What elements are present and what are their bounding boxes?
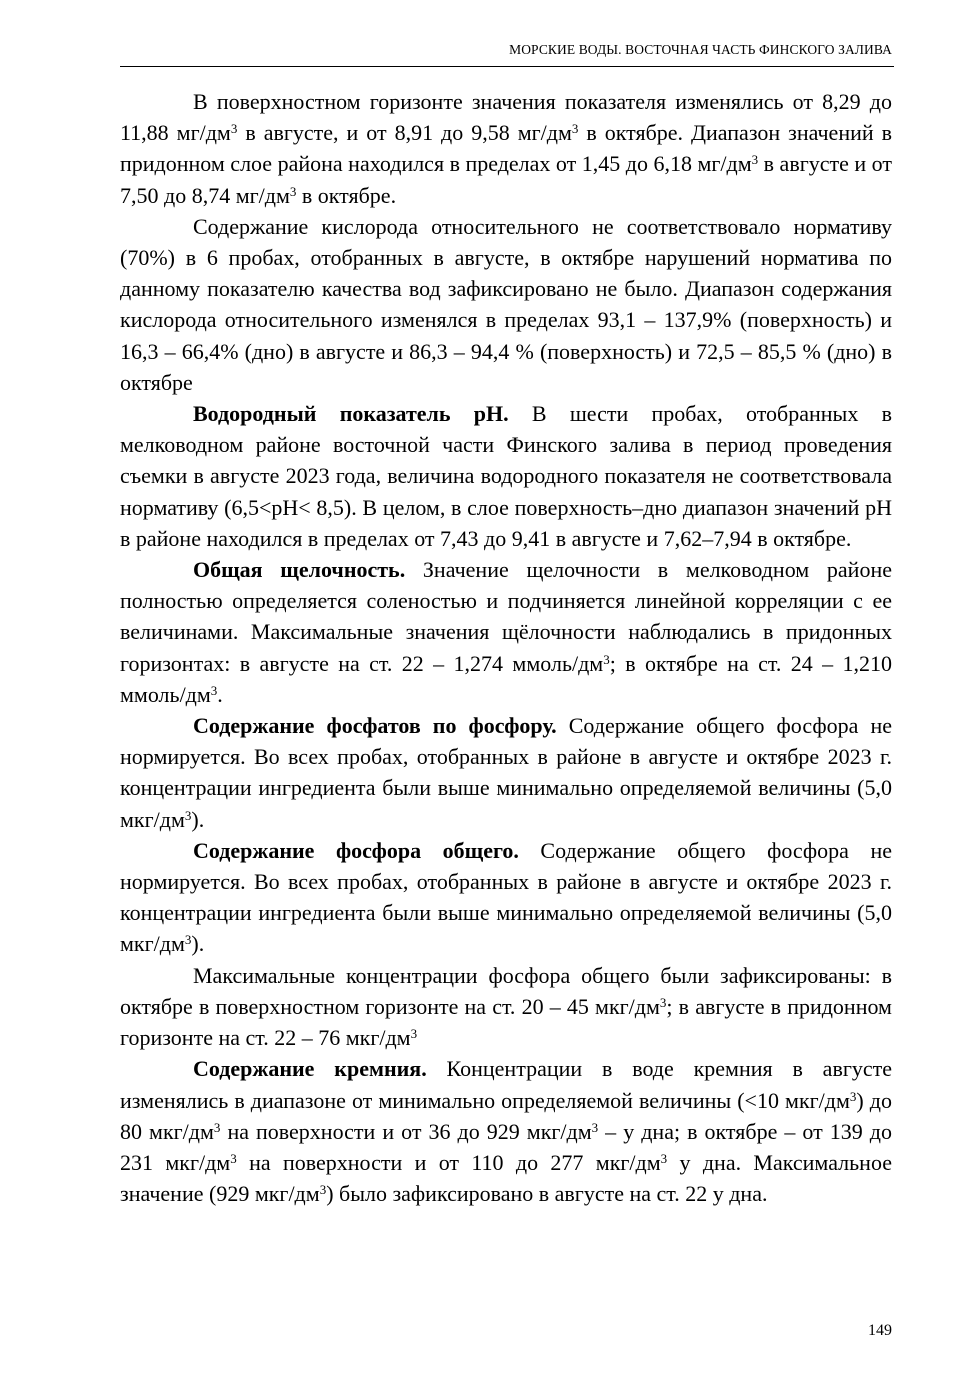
paragraph-total-phosphorus: Содержание фосфора общего. Содержание общего фосфора не нормируется. Во всех пробах, отобранных в районе в августе и октябре 2023 г. концентрации ингредиента были выше минимально определяемой величины (5,0 мкг/$дм^3$). xyxy=(120,837,892,957)
paragraph-silicon: Содержание кремния. Концентрации в воде кремния в августе изменялись в диапазоне от минимально определяемой величины (<10 мкг/$дм^3$) до 80 мкг/$дм^3$ на поверхности и от 36 до 929 мкг/$дм^3$ – у дна; в октябре – от 139 до 231 мкг/$дм^3$ на поверхности и от 110 до 277 мкг/$дм^3$ у дна. Максимальное значение (929 мкг/$дм^3$) было зафиксировано в августе на ст. 22 у дна. xyxy=(120,1056,892,1207)
paragraph-oxygen-range: В поверхностном горизонте значения показателя изменялись от 8,29 до 11,88 $мг/дм^3$ в августе, и от 8,91 до 9,58 $мг/дм^3$ в октябре. Диапазон значений в придонном слое района находился в пределах от 1,45 до 6,18 $мг/дм^3$ в августе и от 7,50 до 8,74 $мг/дм^3$ в октябре. xyxy=(120,89,893,208)
body-text xyxy=(120,86,892,1209)
section-heading-phosphates: Содержание фосфатов по фосфору. xyxy=(193,713,557,739)
header-rule xyxy=(120,66,894,67)
page-number: 149 xyxy=(868,1322,892,1339)
paragraph-max-phosphorus: Максимальные концентрации фосфора общего были зафиксированы: в октябре в поверхностном горизонте на ст. 20 – 45 мкг/$дм^3$; в августе в придонном горизонте на ст. 22 – 76 мкг/$дм^3$ xyxy=(120,962,892,1051)
paragraph-phosphates: Содержание фосфатов по фосфору. Содержание общего фосфора не нормируется. Во всех пробах, отобранных в районе в августе и октябре 2023 г. концентрации ингредиента были выше минимально определяемой величины (5,0 мкг/$дм^3$). xyxy=(120,713,892,832)
running-header: МОРСКИЕ ВОДЫ. ВОСТОЧНАЯ ЧАСТЬ ФИНСКОГО ЗАЛИВА xyxy=(509,42,892,57)
section-heading-total-phosphorus: Содержание фосфора общего. xyxy=(193,837,519,863)
section-heading-alkalinity: Общая щелочность. xyxy=(193,557,406,583)
paragraph-ph: Водородный показатель pH. В шести пробах, отобранных в мелководном районе восточной части Финского залива в период проведения съемки в августе 2023 года, величина водородного показателя не соответствовала нормативу (6,5<pH< 8,5). В целом, в слое поверхность–дно диапазон значений pH в районе находился в пределах от 7,43 до 9,41 в августе и 7,62–7,94 в октябре. xyxy=(120,401,892,551)
paragraph-relative-oxygen: Содержание кислорода относительного не соответствовало нормативу (70%) в 6 пробах, отобранных в августе, в октябре нарушений норматива по данному показателю качества вод зафиксировано не было. Диапазон содержания кислорода относительного изменялся в пределах 93,1 – 137,9% (поверхность) и 16,3 – 66,4% (дно) в августе и 86,3 – 94,4 % (поверхность) и 72,5 – 85,5 % (дно) в октябре xyxy=(120,213,892,395)
section-heading-silicon: Содержание кремния. xyxy=(193,1056,427,1082)
paragraph-alkalinity: Общая щелочность. Значение щелочности в мелководном районе полностью определяется соленостью и подчиняется линейной корреляции с ее величинами. Максимальные значения щёлочности наблюдались в придонных горизонтах: в августе на ст. 22 – 1,274 ммоль/$дм^3$; в октябре на ст. 24 – 1,210 ммоль/$дм^3$. xyxy=(120,557,893,707)
section-heading-ph: Водородный показатель pH. xyxy=(193,401,509,427)
